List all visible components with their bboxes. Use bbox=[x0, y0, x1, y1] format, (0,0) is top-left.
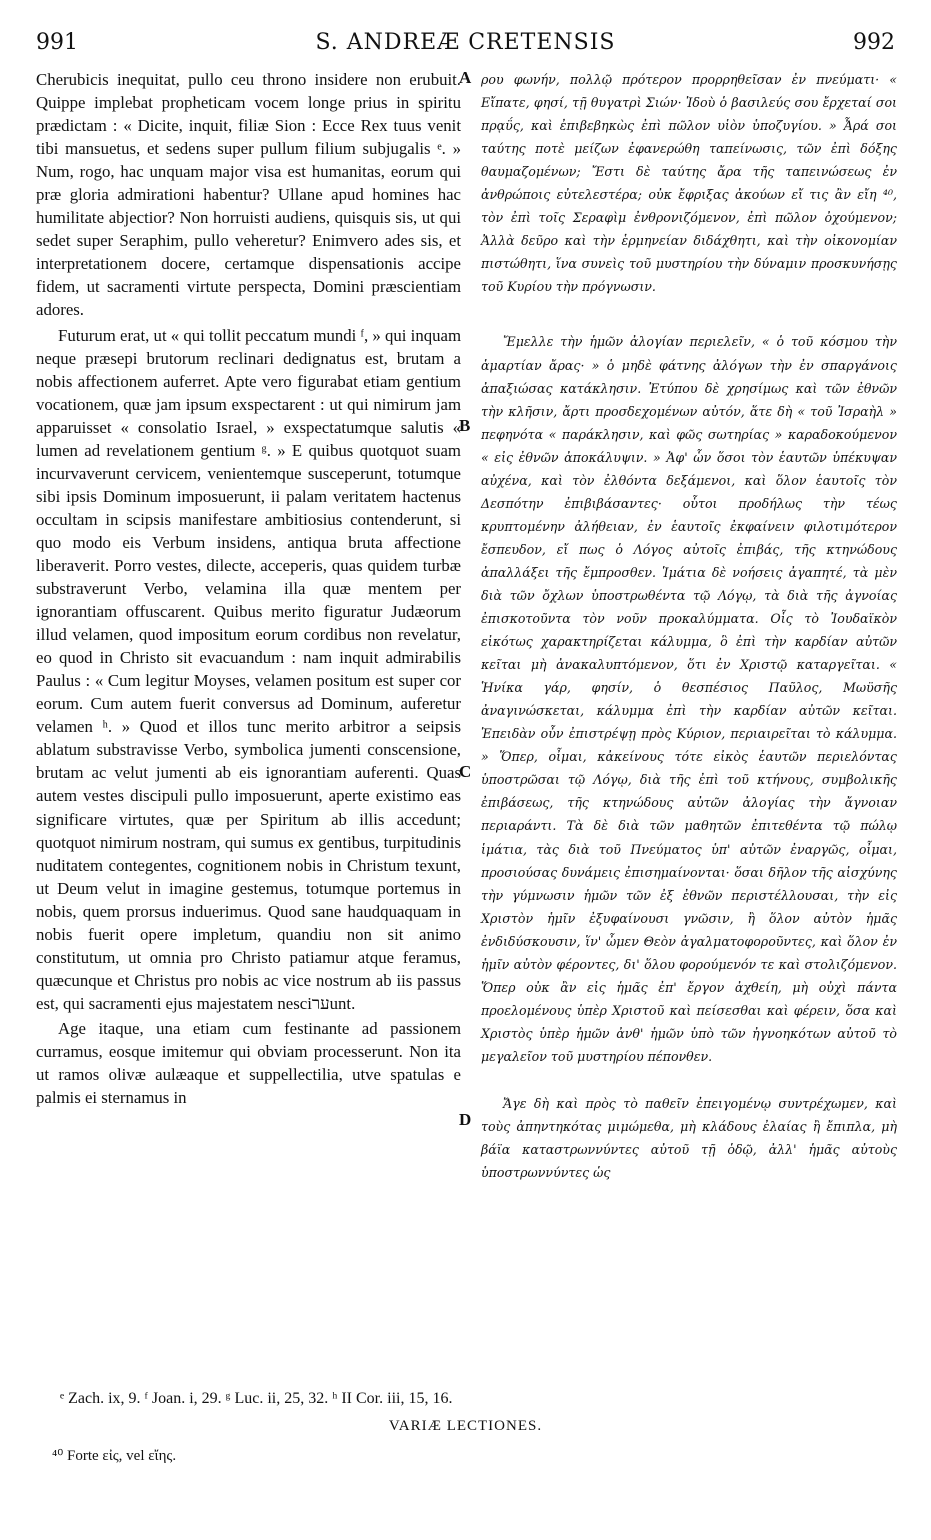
latin-column bbox=[36, 68, 461, 1109]
greek-paragraph-3: Ἄγε δὴ καὶ πρὸς τὸ παθεῖν ἐπειγομένῳ συντρέχωμεν, καὶ τοὺς ἀπηντηκότας μιμώμεθα, μὴ κλάδους ἐλαίας ἢ ἔπιπλα, μὴ βάϊα καταστρωννύντες αὐτοῦ τῇ ὁδῷ, ἀλλ' ἡμᾶς αὐτοὺς ὑποστρωννύντες ὡς bbox=[481, 1095, 897, 1181]
section-marker-c: C bbox=[459, 762, 472, 781]
running-header bbox=[30, 30, 901, 64]
page-number-left: 991 bbox=[36, 30, 78, 55]
footnote-references bbox=[60, 1390, 891, 1408]
variae-lectiones-title: VARIÆ LECTIONES. bbox=[388, 1418, 543, 1434]
latin-paragraph-2: Futurum erat, ut « qui tollit peccatum mundi ᶠ, » qui inquam neque præsepi brutorum reclinari dedignatus est, brutam a nobis affectionem auferret. Apte vero figurabat etiam gentium vocationem, quæ jam ipsum exspectarent : ut qui nimirum jam apparuisset « consolatio Israel, » exspectatumque salutis « lumen ad revelationem gentium ᵍ. » E quibus quotquot suam incurvaverunt cervicem, venientemque susceperunt, totumque sibi ipsis Dominum imposuerunt, ii palam veritatem hactenus occultam in scipsis manifestare ambitiosius contenderunt, si quo modo eis Verbum insidens, antiqua bruta affectione liberaverit. Porro vestes, dilecte, acceperis, quas quidem turbæ substraverunt Verbo, velamina illa quæ mentem per ignorantiam offuscarent. Quibus merito figuratur Judæorum illud velamen, quod impositum eorum cordibus non revelatur, eo quod in Christo sit evacuandum : nam inquit admirabilis Paulus : « Cum legitur Moyses, velamen positum est super cor eorum. Cum autem fuerit conversus ad Dominum, auferetur velamen ʰ. » Quod et illos tunc merito arbitror a seipsis ablatum substravisse Verbo, symbolica jumenti conscensione, brutam ac velut jumenti ab eis ignorantiam auferenti. Quas autem vestes discipuli pullo imposuerunt, aperte existimo eas significare virtutes, quæ per Spiritum ab illis accedunt; quotquot nimirum nostram, qui sumus ex gentibus, turpitudinis nuditatem contegentes, cognitionem nobis in Christum texunt, ut Deum velut in imagine gestemus, totumque portemus in nobis, quem prorsus induerimus. Quod sane haudquaquam in nobis fuerit opere impletum, quandiu non sit animo constitutum, ut omnia pro Christo patiamur atque feramus, quæcunque et Christus pro nobis ac vice nostrum ab iis passus est, qui sacramenti ejus majestatem nesciערunt. bbox=[36, 325, 461, 1013]
greek-paragraph-1: ρου φωνήν, πολλῷ πρότερον προρρηθεῖσαν ἐν πνεύματι· « Εἴπατε, φησί, τῇ θυγατρὶ Σιών· Ἰδοὺ ὁ βασιλεύς σου ἔρχεταί σοι πρᾳΰς, καὶ ἐπιβεβηκὼς ἐπὶ πῶλον υἱὸν ὑποζυγίου. » Ἆρά σοι ταύτης ποτὲ μείζων ἐφανερώθη ταπείνωσις, τῶν ἐπὶ δόξης θαυμαζομένων; Ἔστι δὲ ταύτης ἄρα τῆς ταπεινώσεως ἐν ἀνθρώποις εὐτελεστέρα; οὐκ ἔφριξας ἀκούων εἴ τις ἂν εἴη ⁴⁰, τὸν ἐπὶ τοῖς Σεραφὶμ ἐνθρονιζόμενον, ἐπὶ πῶλον ὀχούμενον; Ἀλλὰ δεῦρο καὶ τὴν ἑρμηνείαν διδάχθητι, καὶ τὴν οἰκονομίαν πιστώθητι, ἵνα συνεὶς τοῦ μυστηρίου τὴν δύναμιν προσκυνήσῃς τοῦ Κυρίου τὴν πρόγνωσιν. bbox=[481, 72, 897, 295]
footnote-refs-line: ᵉ Zach. ix, 9. ᶠ Joan. i, 29. ᵍ Luc. ii, 25, 32. ʰ II Cor. iii, 15, 16. bbox=[60, 1390, 453, 1407]
latin-paragraph-1: Cherubicis inequitat, pullo ceu throno insidere non erubuit. Quippe implebat propheticam vocem longe prius in spiritu prædictam : « Dicite, inquit, filiæ Sion : Ecce Rex tuus venit tibi mansuetus, et sedens super pullum filium subjugalis ᵉ. » Num, rogo, hac unquam major visa est humanitas, eorum qui præ gloria admirationi habentur? Ullane apud homines hac humilitate abjectior? Non horruisti audiens, quisquis sis, ut qui sedet super Seraphim, pullo veheretur? Enimvero ades sis, et interpretationem docere, certamque dispensationis accipe fidem, ut sacramenti virtute perspecta, Domini præscientiam adores. bbox=[36, 70, 461, 320]
greek-paragraph-2: Ἔμελλε τὴν ἡμῶν ἀλογίαν περιελεῖν, « ὁ τοῦ κόσμου τὴν ἁμαρτίαν ἄρας· » ὁ μηδὲ φάτνης ἀλόγων τὴν ἐν σπαργάνοις ἀπαξιώσας κατάκλησιν. Ἐτύπου δὲ χρησίμως καὶ τῶν ἐθνῶν τὴν κλῆσιν, ἄρτι προσδεχομένων αὐτόν, ἅτε δὴ « τοῦ Ἰσραὴλ » πεφηνότα « παράκλησιν, καὶ φῶς σωτηρίας » καραδοκούμενον « εἰς ἐθνῶν ἀποκάλυψιν. » Ἀφ' ὧν ὅσοι τὸν ἑαυτῶν ὑπέκυψαν αὐχένα, καὶ τὸν ἐλθόντα δεξάμενοι, καὶ ὅλον ἑαυτοῖς τὸν Δεσπότην ἐπιβιβάσαντες· οὗτοι προδήλως τὴν τέως κρυπτομένην ἀλήθειαν, ἐν ἑαυτοῖς ἐκφαίνειν φιλοτιμότερον ἔσπευδον, εἴ πως ὁ Λόγος αὐτοῖς ἐπιβάς, τῆς κτηνώδους ἀπαλλάξει τῆς ἔμπροσθεν. Ἱμάτια δὲ νοήσεις ἀγαπητέ, τὰ μὲν διὰ τῶν ὄχλων ὑποστρωθέντα τῷ Λόγῳ, τὰ διὰ τῆς ἀγνοίας ἐπισκοτοῦντα τὸν νοῦν προκαλύμματα. Οἷς τὸ Ἰουδαϊκὸν εἰκότως χαρακτηρίζεται κάλυμμα, ὃ ἐπὶ τὴν καρδίαν αὐτῶν κεῖται μὴ ἀνακαλυπτόμενον, ὅτι ἐν Χριστῷ καταργεῖται. « Ἡνίκα γάρ, φησίν, ὁ θεσπέσιος Παῦλος, Μωϋσῆς ἀναγινώσκεται, κάλυμμα ἐπὶ τὴν καρδίαν αὐτῶν κεῖται. Ἐπειδὰν οὖν ἐπιστρέψῃ πρὸς Κύριον, περιαιρεῖται τὸ κάλυμμα. » Ὅπερ, οἶμαι, κἀκείνους τότε εἰκὸς ἑαυτῶν περιελόντας ὑποστρῶσαι τῷ Λόγῳ, διὰ τῆς ἐπὶ τοῦ κτήνους, συμβολικῆς ἐπιβάσεως, τῆς κτηνώδους αὐτῶν ἀλογίας τὴν ἄγνοιαν περιαράντι. Τὰ δὲ διὰ τῶν μαθητῶν ἐπιτεθέντα τῷ πώλῳ ἱμάτια, τὰς διὰ τοῦ Πνεύματος ὑπ' αὐτῶν ἐναργῶς, οἶμαι, προσιούσας δυνάμεις ἐπισημαίνονται· ὅσαι δῆλον τῆς αἰσχύνης τὴν γύμνωσιν ἡμῶν τῶν ἐξ ἐθνῶν περιστέλλουσαι, τὴν εἰς Χριστὸν ἡμῖν ἐξυφαίνουσι γνῶσιν, ἢ ὅλον αὐτὸν ἡμᾶς ἐνδιδύσκουσιν, ἵν' ὦμεν Θεὸν ἀγαλματοφοροῦντες, καὶ ὅλον ἐν ἡμῖν αὐτὸν φέροντες, δι' ὅλου φορούμενόν τε καὶ στολιζόμενον. Ὅπερ οὐκ ἂν εἰς ἡμᾶς ἐπ' ἔργον ἀχθείη, μὴ οὐχὶ πάντα προελομένους ὑπὲρ Χριστοῦ καὶ πείσεσθαι καὶ φέρειν, ὅσα καὶ Χριστὸς ὑπὲρ ἡμῶν ἀνθ' ἡμῶν ὑπὸ τῶν ἠγνοηκότων αὐτοῦ τὸ μεγαλεῖον τοῦ μυστηρίου πέπονθεν. bbox=[481, 334, 897, 1064]
section-marker-b: B bbox=[459, 416, 471, 435]
section-marker-a: A bbox=[459, 68, 472, 87]
running-title: S. ANDREÆ CRETENSIS bbox=[315, 30, 616, 55]
variae-lectiones-note: ⁴⁰ Forte εἰς, vel εἴης. bbox=[52, 1448, 177, 1464]
latin-paragraph-3: Age itaque, una etiam cum festinante ad passionem curramus, eosque imitemur qui obviam processerunt. Non ita ut ramos olivæ aulæaque et suppellectilia, utve spatulas e palmis ei sternamus in bbox=[36, 1018, 461, 1108]
greek-column bbox=[481, 68, 897, 1184]
section-marker-d: D bbox=[459, 1110, 472, 1129]
page-number-right: 992 bbox=[853, 30, 895, 55]
